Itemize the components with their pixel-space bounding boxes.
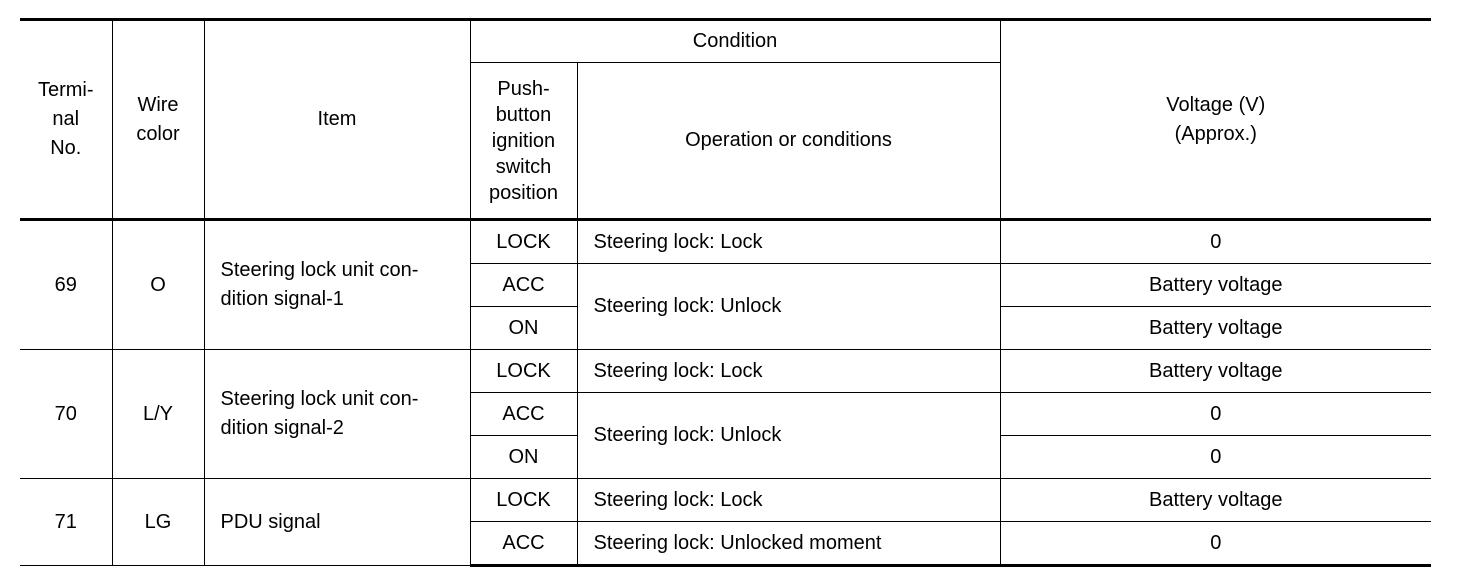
table-row (20, 220, 1431, 264)
wire-color-cell: O (112, 220, 204, 350)
position-cell: LOCK (470, 479, 577, 522)
voltage-cell: 0 (1000, 522, 1431, 566)
voltage-cell: 0 (1000, 393, 1431, 436)
terminal-cell: 71 (20, 479, 112, 566)
voltage-cell: 0 (1000, 436, 1431, 479)
operation-cell: Steering lock: Lock (577, 479, 1000, 522)
group-terminal-71 (20, 479, 1431, 566)
table-row (20, 479, 1431, 522)
operation-cell: Steering lock: Lock (577, 350, 1000, 393)
operation-cell: Steering lock: Unlocked moment (577, 522, 1000, 566)
operation-cell: Steering lock: Unlock (577, 393, 1000, 479)
header-voltage: Voltage (V) (Approx.) (1000, 20, 1431, 220)
position-cell: ACC (470, 522, 577, 566)
item-cell: PDU signal (204, 479, 470, 566)
header-terminal-no: Termi- nal No. (20, 20, 112, 220)
voltage-cell: Battery voltage (1000, 264, 1431, 307)
header-condition: Condition (470, 20, 1000, 63)
item-cell: Steering lock unit con- dition signal-1 (204, 220, 470, 350)
position-cell: LOCK (470, 220, 577, 264)
wire-color-cell: LG (112, 479, 204, 566)
header-item: Item (204, 20, 470, 220)
group-terminal-70 (20, 350, 1431, 479)
voltage-cell: Battery voltage (1000, 307, 1431, 350)
voltage-cell: Battery voltage (1000, 479, 1431, 522)
header-wire-color: Wire color (112, 20, 204, 220)
voltage-cell: Battery voltage (1000, 350, 1431, 393)
table-row (20, 350, 1431, 393)
group-terminal-69 (20, 220, 1431, 350)
terminal-cell: 70 (20, 350, 112, 479)
wire-color-cell: L/Y (112, 350, 204, 479)
item-cell: Steering lock unit con- dition signal-2 (204, 350, 470, 479)
header-operation: Operation or conditions (577, 63, 1000, 220)
terminal-table (20, 18, 1431, 567)
operation-cell: Steering lock: Unlock (577, 264, 1000, 350)
voltage-cell: 0 (1000, 220, 1431, 264)
position-cell: ACC (470, 264, 577, 307)
terminal-cell: 69 (20, 220, 112, 350)
operation-cell: Steering lock: Lock (577, 220, 1000, 264)
position-cell: ON (470, 307, 577, 350)
position-cell: ACC (470, 393, 577, 436)
position-cell: ON (470, 436, 577, 479)
header-push-button-position: Push- button ignition switch position (470, 63, 577, 220)
position-cell: LOCK (470, 350, 577, 393)
